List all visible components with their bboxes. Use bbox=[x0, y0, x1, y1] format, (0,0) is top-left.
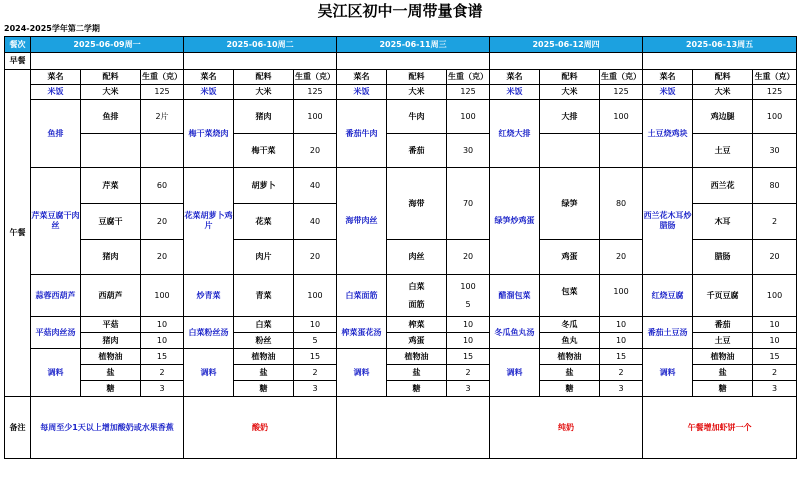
dish-name: 蒜蓉西葫芦 bbox=[31, 275, 81, 317]
breakfast-row bbox=[5, 53, 797, 70]
weight: 15 bbox=[447, 349, 490, 365]
weight: 30 bbox=[753, 134, 797, 168]
weight: 10 bbox=[600, 333, 643, 349]
day-note: 纯奶 bbox=[490, 397, 643, 459]
dish-col-header: 菜名 bbox=[643, 70, 693, 85]
weight: 20 bbox=[294, 240, 337, 275]
weight: 125 bbox=[141, 85, 184, 100]
dish-name: 番茄牛肉 bbox=[337, 100, 387, 168]
menu-row-colhdr bbox=[5, 70, 797, 85]
remark-label: 备注 bbox=[5, 397, 31, 459]
dish-name: 土豆烧鸡块 bbox=[643, 100, 693, 168]
page-title: 吴江区初中一周带量食谱 bbox=[317, 2, 483, 20]
ingredient: 番茄 bbox=[387, 134, 447, 168]
dish-col-header: 菜名 bbox=[184, 70, 234, 85]
dish-name: 红烧大排 bbox=[490, 100, 540, 168]
weight: 20 bbox=[447, 240, 490, 275]
dish-name: 调料 bbox=[490, 349, 540, 397]
ingredient: 糖 bbox=[81, 381, 141, 397]
weight bbox=[600, 301, 642, 309]
weight: 100 bbox=[753, 275, 797, 317]
ingredient-col-header: 配料 bbox=[81, 70, 141, 85]
dish-name: 炒青菜 bbox=[184, 275, 234, 317]
ingredient: 牛肉 bbox=[387, 100, 447, 134]
weight: 3 bbox=[600, 381, 643, 397]
ingredient bbox=[81, 134, 141, 168]
dish-name: 西兰花木耳炒腊肠 bbox=[643, 168, 693, 275]
ingredient: 糖 bbox=[540, 381, 600, 397]
dish-name: 调料 bbox=[184, 349, 234, 397]
day-header: 2025-06-12周四 bbox=[490, 37, 643, 53]
weight: 10 bbox=[753, 333, 797, 349]
term-label: 2024-2025学年第二学期 bbox=[4, 24, 100, 33]
ingredient: 白菜 bbox=[234, 317, 294, 333]
ingredient: 鱼丸 bbox=[540, 333, 600, 349]
breakfast-cell bbox=[184, 53, 337, 70]
dish-name: 米饭 bbox=[643, 85, 693, 100]
weight: 30 bbox=[447, 134, 490, 168]
dish-name: 调料 bbox=[31, 349, 81, 397]
ingredient-col-header: 配料 bbox=[540, 70, 600, 85]
ingredient: 粉丝 bbox=[234, 333, 294, 349]
ingredient: 盐 bbox=[81, 365, 141, 381]
dish-name: 白菜面筋 bbox=[337, 275, 387, 317]
ingredient-col-header: 配料 bbox=[234, 70, 294, 85]
ingredient: 大排 bbox=[540, 100, 600, 134]
weight: 15 bbox=[141, 349, 184, 365]
ingredient: 糖 bbox=[234, 381, 294, 397]
weight bbox=[447, 275, 490, 317]
menu-row-rice bbox=[5, 85, 797, 100]
dish-name: 红烧豆腐 bbox=[643, 275, 693, 317]
meal-header-cell: 餐次 bbox=[5, 37, 31, 53]
ingredient: 平菇 bbox=[81, 317, 141, 333]
dish-col-header: 菜名 bbox=[490, 70, 540, 85]
weight: 2 bbox=[753, 365, 797, 381]
ingredient: 盐 bbox=[693, 365, 753, 381]
weight-col-header: 生重（克） bbox=[753, 70, 797, 85]
dish-name: 调料 bbox=[337, 349, 387, 397]
ingredient bbox=[540, 275, 600, 317]
breakfast-cell bbox=[490, 53, 643, 70]
dish-name: 白菜粉丝汤 bbox=[184, 317, 234, 349]
ingredient: 肉丝 bbox=[387, 240, 447, 275]
weight: 5 bbox=[465, 299, 471, 309]
ingredient: 大米 bbox=[234, 85, 294, 100]
dish-name: 花菜胡萝卜鸡片 bbox=[184, 168, 234, 275]
ingredient: 植物油 bbox=[693, 349, 753, 365]
weight: 40 bbox=[294, 168, 337, 204]
dish-name: 番茄土豆汤 bbox=[643, 317, 693, 349]
ingredient: 千页豆腐 bbox=[693, 275, 753, 317]
weight-col-header: 生重（克） bbox=[141, 70, 184, 85]
day-note bbox=[337, 397, 490, 459]
weight: 10 bbox=[141, 333, 184, 349]
day-note: 酸奶 bbox=[184, 397, 337, 459]
ingredient: 面筋 bbox=[408, 299, 425, 309]
ingredient: 鸡边腿 bbox=[693, 100, 753, 134]
menu-row-soup-0 bbox=[5, 317, 797, 333]
ingredient: 肉片 bbox=[234, 240, 294, 275]
ingredient: 盐 bbox=[387, 365, 447, 381]
ingredient: 榨菜 bbox=[387, 317, 447, 333]
dish-name: 芹菜豆腐干肉丝 bbox=[31, 168, 81, 275]
weight: 2 bbox=[753, 204, 797, 240]
weight: 100 bbox=[294, 100, 337, 134]
weight: 3 bbox=[447, 381, 490, 397]
day-note: 午餐增加虾饼一个 bbox=[643, 397, 797, 459]
ingredient: 豆腐干 bbox=[81, 204, 141, 240]
ingredient: 植物油 bbox=[81, 349, 141, 365]
ingredient: 大米 bbox=[81, 85, 141, 100]
ingredient: 糖 bbox=[387, 381, 447, 397]
weight: 10 bbox=[141, 317, 184, 333]
weight: 40 bbox=[294, 204, 337, 240]
weight: 10 bbox=[447, 317, 490, 333]
weight: 2 bbox=[141, 365, 184, 381]
ingredient: 木耳 bbox=[693, 204, 753, 240]
ingredient: 西兰花 bbox=[693, 168, 753, 204]
weight-col-header: 生重（克） bbox=[294, 70, 337, 85]
ingredient: 大米 bbox=[693, 85, 753, 100]
weight: 80 bbox=[600, 168, 643, 240]
breakfast-cell bbox=[643, 53, 797, 70]
dish-name: 海带肉丝 bbox=[337, 168, 387, 275]
ingredient: 芹菜 bbox=[81, 168, 141, 204]
weight: 15 bbox=[600, 349, 643, 365]
ingredient: 白菜 bbox=[408, 281, 425, 291]
weight: 20 bbox=[141, 240, 184, 275]
dish-col-header: 菜名 bbox=[31, 70, 81, 85]
weight: 100 bbox=[294, 275, 337, 317]
ingredient: 腊肠 bbox=[693, 240, 753, 275]
dish-name: 平菇肉丝汤 bbox=[31, 317, 81, 349]
weight: 10 bbox=[753, 317, 797, 333]
ingredient: 植物油 bbox=[540, 349, 600, 365]
dish-name: 米饭 bbox=[337, 85, 387, 100]
weight: 10 bbox=[294, 317, 337, 333]
weight: 70 bbox=[447, 168, 490, 240]
ingredient: 猪肉 bbox=[81, 333, 141, 349]
weight: 3 bbox=[141, 381, 184, 397]
breakfast-cell bbox=[337, 53, 490, 70]
weight: 100 bbox=[447, 100, 490, 134]
weight: 20 bbox=[600, 240, 643, 275]
ingredient: 猪肉 bbox=[234, 100, 294, 134]
ingredient: 海带 bbox=[387, 168, 447, 240]
day-header: 2025-06-09周一 bbox=[31, 37, 184, 53]
dish-name: 米饭 bbox=[490, 85, 540, 100]
ingredient-col-header: 配料 bbox=[693, 70, 753, 85]
dish-name: 米饭 bbox=[31, 85, 81, 100]
ingredient: 植物油 bbox=[234, 349, 294, 365]
weight: 20 bbox=[141, 204, 184, 240]
menu-body bbox=[5, 37, 797, 459]
dish-name: 米饭 bbox=[184, 85, 234, 100]
weight: 100 bbox=[460, 281, 476, 291]
ingredient: 盐 bbox=[234, 365, 294, 381]
weight: 10 bbox=[600, 317, 643, 333]
menu-row-note bbox=[5, 397, 797, 459]
breakfast-cell bbox=[31, 53, 184, 70]
weight: 60 bbox=[141, 168, 184, 204]
weight: 125 bbox=[600, 85, 643, 100]
ingredient bbox=[540, 134, 600, 168]
ingredient: 包菜 bbox=[561, 286, 578, 296]
weight: 100 bbox=[753, 100, 797, 134]
weight bbox=[600, 275, 643, 317]
date-header-row bbox=[5, 37, 797, 53]
weight: 2片 bbox=[141, 100, 184, 134]
weight bbox=[141, 134, 184, 168]
ingredient: 土豆 bbox=[693, 333, 753, 349]
weight: 2 bbox=[294, 365, 337, 381]
weight: 100 bbox=[613, 286, 629, 296]
ingredient: 冬瓜 bbox=[540, 317, 600, 333]
ingredient: 西葫芦 bbox=[81, 275, 141, 317]
weight bbox=[600, 134, 643, 168]
weight: 125 bbox=[753, 85, 797, 100]
weight: 2 bbox=[600, 365, 643, 381]
ingredient bbox=[540, 301, 599, 309]
ingredient: 植物油 bbox=[387, 349, 447, 365]
ingredient: 梅干菜 bbox=[234, 134, 294, 168]
dish-name: 调料 bbox=[643, 349, 693, 397]
dish-col-header: 菜名 bbox=[337, 70, 387, 85]
weight: 15 bbox=[294, 349, 337, 365]
dish-name: 醋溜包菜 bbox=[490, 275, 540, 317]
ingredient bbox=[387, 275, 447, 317]
ingredient: 番茄 bbox=[693, 317, 753, 333]
day-header: 2025-06-13周五 bbox=[643, 37, 797, 53]
menu-row-d1-0 bbox=[5, 100, 797, 134]
day-header: 2025-06-10周二 bbox=[184, 37, 337, 53]
menu-table bbox=[4, 36, 797, 459]
menu-row-d2-0 bbox=[5, 168, 797, 204]
ingredient: 大米 bbox=[387, 85, 447, 100]
weight: 125 bbox=[447, 85, 490, 100]
day-note: 每周至少1天以上增加酸奶或水果香蕉 bbox=[31, 397, 184, 459]
ingredient: 鱼排 bbox=[81, 100, 141, 134]
ingredient: 绿笋 bbox=[540, 168, 600, 240]
ingredient: 猪肉 bbox=[81, 240, 141, 275]
weight-col-header: 生重（克） bbox=[600, 70, 643, 85]
dish-name: 鱼排 bbox=[31, 100, 81, 168]
ingredient-col-header: 配料 bbox=[387, 70, 447, 85]
weight: 100 bbox=[141, 275, 184, 317]
weight: 20 bbox=[753, 240, 797, 275]
weight: 80 bbox=[753, 168, 797, 204]
dish-name: 冬瓜鱼丸汤 bbox=[490, 317, 540, 349]
ingredient: 鸡蛋 bbox=[540, 240, 600, 275]
menu-row-sea-0 bbox=[5, 349, 797, 365]
lunch-label: 午餐 bbox=[5, 70, 31, 397]
ingredient: 青菜 bbox=[234, 275, 294, 317]
weight-col-header: 生重（克） bbox=[447, 70, 490, 85]
weight: 5 bbox=[294, 333, 337, 349]
breakfast-label: 早餐 bbox=[5, 53, 31, 70]
ingredient: 大米 bbox=[540, 85, 600, 100]
ingredient: 糖 bbox=[693, 381, 753, 397]
weight: 3 bbox=[294, 381, 337, 397]
weight: 3 bbox=[753, 381, 797, 397]
dish-name: 绿笋炒鸡蛋 bbox=[490, 168, 540, 275]
ingredient: 胡萝卜 bbox=[234, 168, 294, 204]
weight: 2 bbox=[447, 365, 490, 381]
weight: 20 bbox=[294, 134, 337, 168]
ingredient: 土豆 bbox=[693, 134, 753, 168]
menu-row-d3 bbox=[5, 275, 797, 317]
ingredient: 盐 bbox=[540, 365, 600, 381]
dish-name: 榨菜蛋花汤 bbox=[337, 317, 387, 349]
ingredient: 花菜 bbox=[234, 204, 294, 240]
weight: 125 bbox=[294, 85, 337, 100]
weight: 10 bbox=[447, 333, 490, 349]
weight: 100 bbox=[600, 100, 643, 134]
day-header: 2025-06-11周三 bbox=[337, 37, 490, 53]
dish-name: 梅干菜烧肉 bbox=[184, 100, 234, 168]
ingredient: 鸡蛋 bbox=[387, 333, 447, 349]
weight: 15 bbox=[753, 349, 797, 365]
